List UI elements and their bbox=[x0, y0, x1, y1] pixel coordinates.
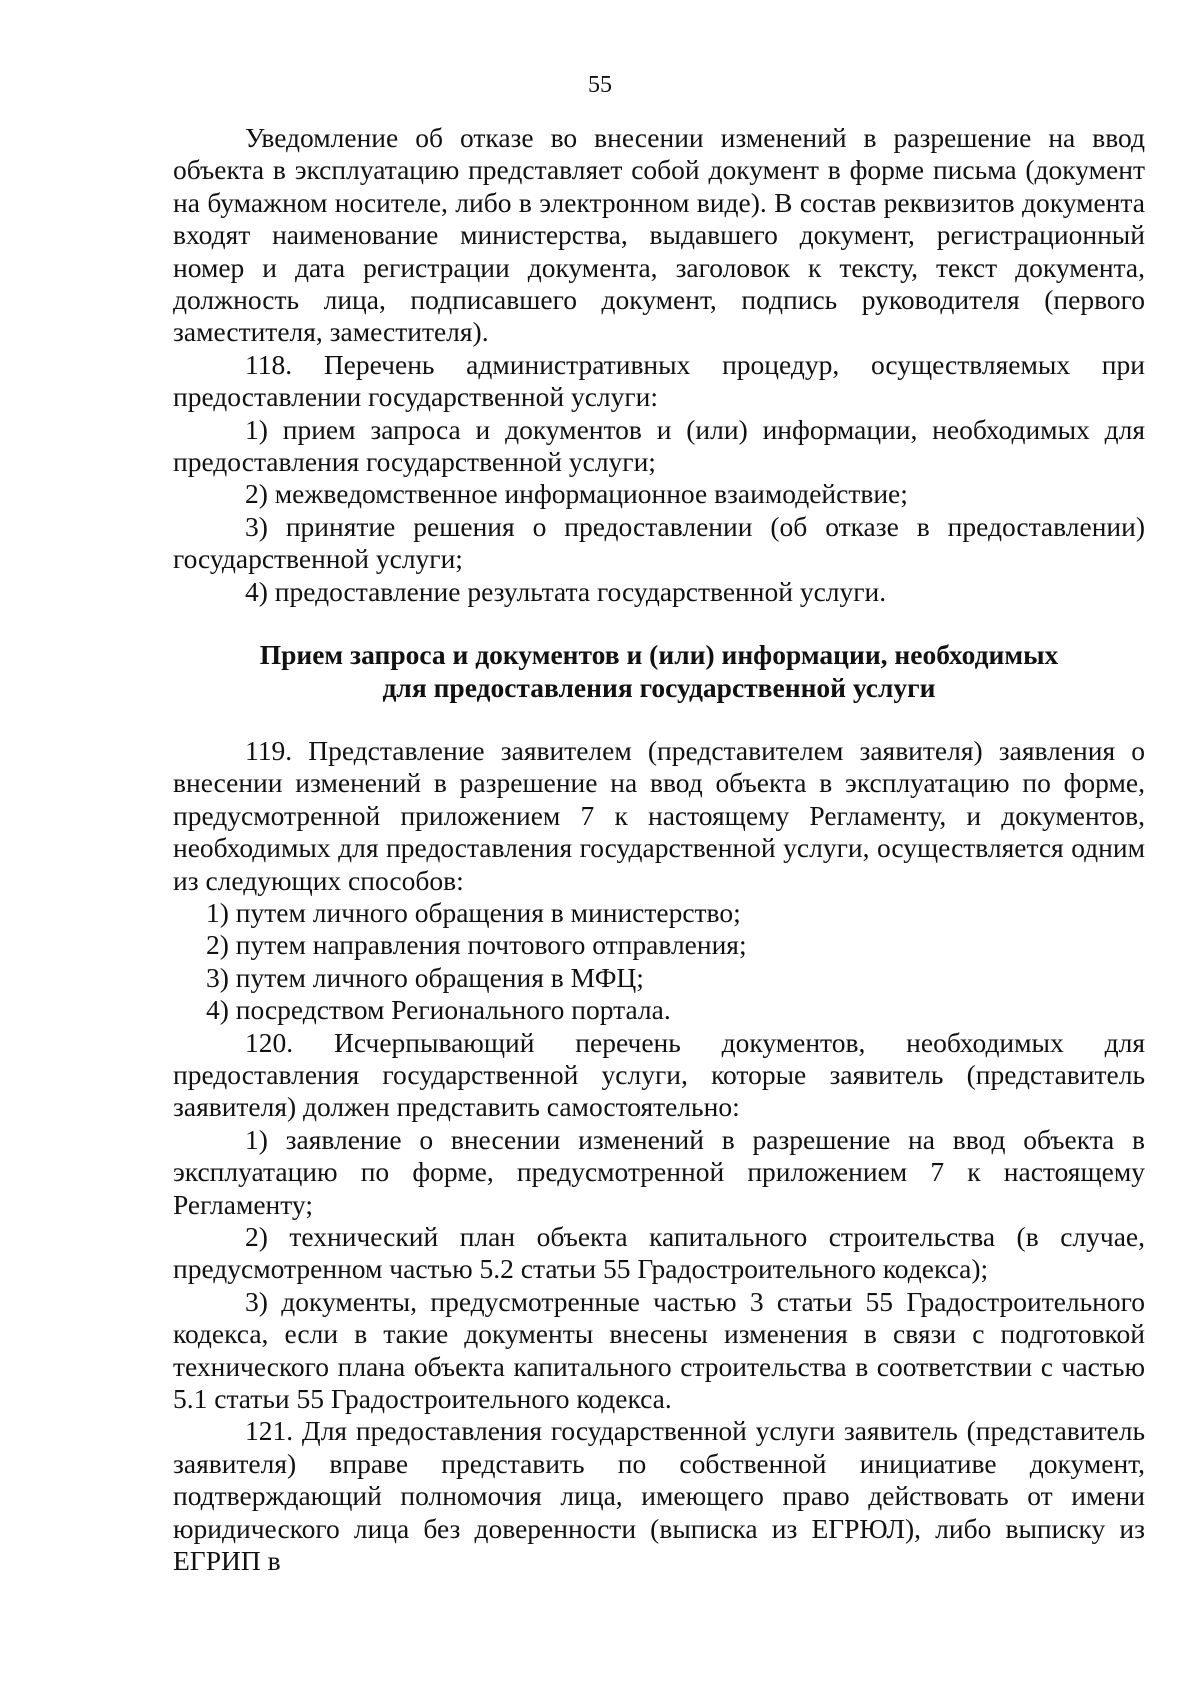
list-item-119-1: 1) путем личного обращения в министерство; bbox=[206, 896, 741, 928]
section-heading-line-1: Прием запроса и документов и (или) информации, необходимых bbox=[259, 639, 1059, 671]
list-item-118-1: 1) прием запроса и документов и (или) информации, необходимых для предоставления государственной услуги; bbox=[173, 413, 1145, 478]
document-body bbox=[173, 122, 1145, 1577]
list-item-118-4: 4) предоставление результата государственной услуги. bbox=[245, 575, 887, 607]
page-number: 55 bbox=[588, 72, 612, 98]
paragraph-118: 118. Перечень административных процедур, осуществляемых при предоставлении государственной услуги: bbox=[173, 348, 1145, 413]
list-item-118-2: 2) межведомственное информационное взаимодействие; bbox=[245, 478, 908, 510]
list-item-119-2: 2) путем направления почтового отправления; bbox=[206, 929, 747, 961]
list-item-118-3: 3) принятие решения о предоставлении (об отказе в предоставлении) государственной услуги; bbox=[173, 510, 1145, 575]
list-item-120-1: 1) заявление о внесении изменений в разрешение на ввод объекта в эксплуатацию по форме, предусмотренной приложением 7 к настоящему Регламенту; bbox=[173, 1123, 1145, 1220]
list-item-120-3: 3) документы, предусмотренные частью 3 статьи 55 Градостроительного кодекса, если в такие документы внесены изменения в связи с подготовкой технического плана объекта капитального строительства в соответствии с частью 5.1 статьи 55 Градостроительного кодекса. bbox=[173, 1285, 1145, 1415]
list-item-120-2: 2) технический план объекта капитального строительства (в случае, предусмотренном частью 5.2 статьи 55 Градостроительного кодекса); bbox=[173, 1221, 1145, 1285]
paragraph-120: 120. Исчерпывающий перечень документов, необходимых для предоставления государственной услуги, которые заявитель (представитель заявителя) должен представить самостоятельно: bbox=[173, 1026, 1145, 1123]
section-heading bbox=[173, 639, 1145, 704]
list-item-119-3: 3) путем личного обращения в МФЦ; bbox=[206, 961, 644, 993]
paragraph-121: 121. Для предоставления государственной услуги заявитель (представитель заявителя) вправе представить по собственной инициативе документ, подтверждающий полномочия лица, имеющего право действовать от имени юридического лица без доверенности (выписка из ЕГРЮЛ), либо выписку из ЕГРИП в bbox=[173, 1415, 1145, 1577]
paragraph-119: 119. Представление заявителем (представителем заявителя) заявления о внесении изменений в разрешение на ввод объекта в эксплуатацию по форме, предусмотренной приложением 7 к настоящему Регламенту, и документов, необходимых для предоставления государственной услуги, осуществляется одним из следующих способов: bbox=[173, 734, 1145, 896]
list-item-119-4: 4) посредством Регионального портала. bbox=[206, 994, 671, 1026]
section-heading-line-2: для предоставления государственной услуги bbox=[382, 671, 936, 703]
paragraph-notice-refusal: Уведомление об отказе во внесении изменений в разрешение на ввод объекта в эксплуатацию представляет собой документ в форме письма (документ на бумажном носителе, либо в электронном виде). В состав реквизитов документа входят наименование министерства, выдавшего документ, регистрационный номер и дата регистрации документа, заголовок к тексту, текст документа, должность лица, подписавшего документ, подпись руководителя (первого заместителя, заместителя). bbox=[173, 122, 1145, 348]
